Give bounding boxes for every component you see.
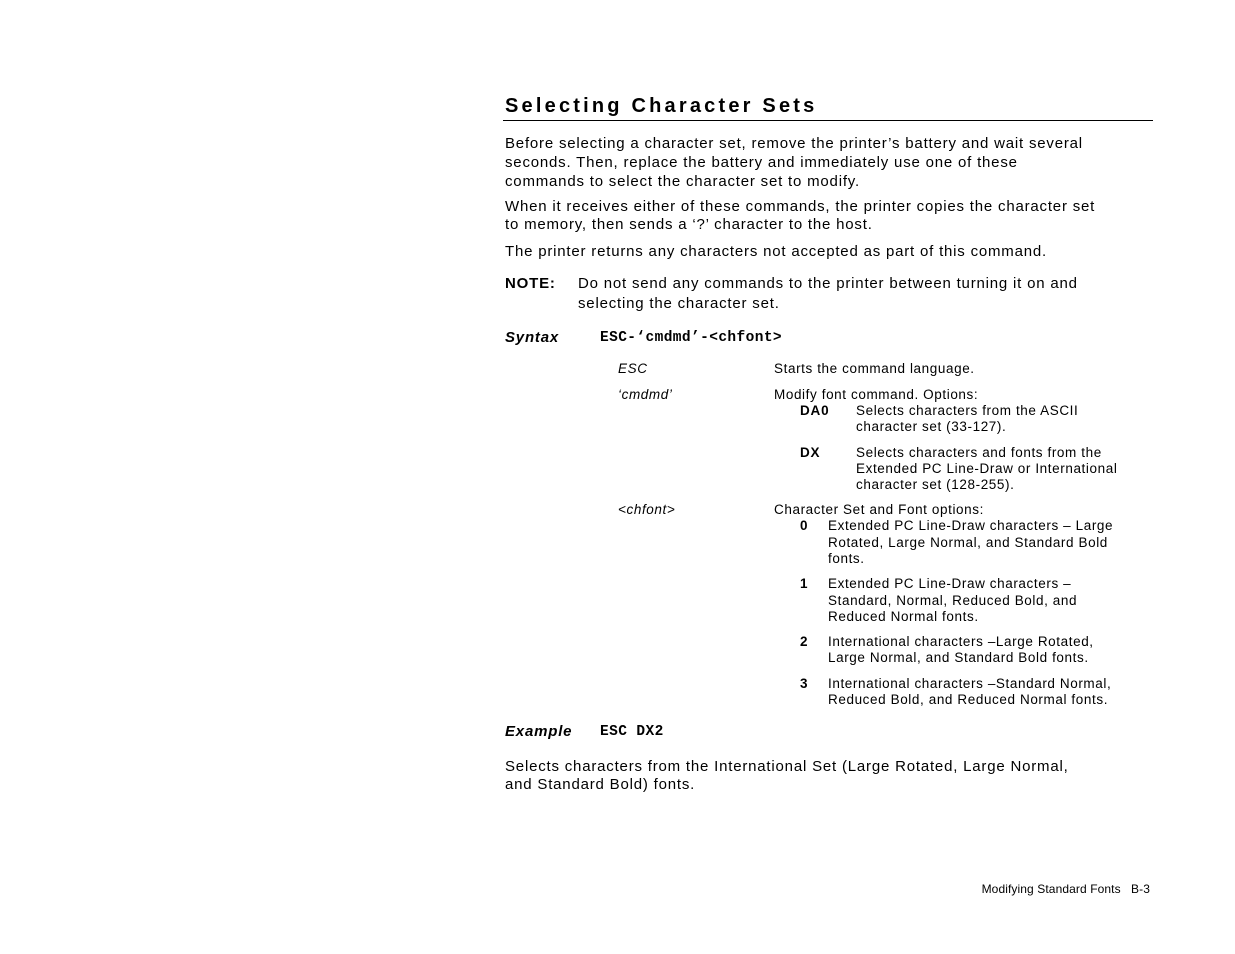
param-chfont-name: <chfont> [618,502,676,517]
example-description: Selects characters from the International Set (Large Rotated, Large Normal, and Standard Bold) fonts. [505,758,1069,793]
example-label: Example [505,723,573,740]
page-title: Selecting Character Sets [505,95,818,117]
param-esc-name: ESC [618,361,648,376]
option-1-key: 1 [800,576,809,591]
param-cmdmd-name: ‘cmdmd’ [618,387,673,402]
option-dx-desc: Selects characters and fonts from the Extended PC Line-Draw or International character set (128-255). [856,445,1118,492]
option-3-key: 3 [800,676,809,691]
option-dx-key: DX [800,445,821,460]
page-footer: Modifying Standard Fonts B-3 [981,882,1150,896]
example-command: ESC DX2 [600,724,664,740]
intro-paragraph-3: The printer returns any characters not accepted as part of this command. [505,243,1048,260]
option-3-desc: International characters –Standard Normal, Reduced Bold, and Reduced Normal fonts. [828,676,1112,707]
syntax-label: Syntax [505,329,559,346]
param-cmdmd-desc: Modify font command. Options: [774,387,979,402]
option-1-desc: Extended PC Line-Draw characters – Standard, Normal, Reduced Bold, and Reduced Normal fonts. [828,576,1078,624]
note-label: NOTE: [505,275,556,292]
syntax-command: ESC-‘cmdmd’-<chfont> [600,330,783,346]
option-da0-desc: Selects characters from the ASCII character set (33-127). [856,403,1079,434]
option-da0-key: DA0 [800,403,830,418]
note-text: Do not send any commands to the printer between turning it on and selecting the character set. [578,275,1078,312]
title-rule [503,120,1153,121]
option-0-desc: Extended PC Line-Draw characters – Large Rotated, Large Normal, and Standard Bold fonts. [828,518,1114,566]
param-esc-desc: Starts the command language. [774,361,975,376]
option-0-key: 0 [800,518,809,533]
option-2-desc: International characters –Large Rotated, Large Normal, and Standard Bold fonts. [828,634,1094,665]
option-2-key: 2 [800,634,809,649]
intro-paragraph-2: When it receives either of these commands, the printer copies the character set to memory, then sends a ‘?’ character to the host. [505,198,1096,233]
param-chfont-desc: Character Set and Font options: [774,502,984,517]
intro-paragraph-1: Before selecting a character set, remove the printer’s battery and wait several seconds. Then, replace the battery and immediately use one of these commands to select the character set to modify. [505,135,1083,190]
